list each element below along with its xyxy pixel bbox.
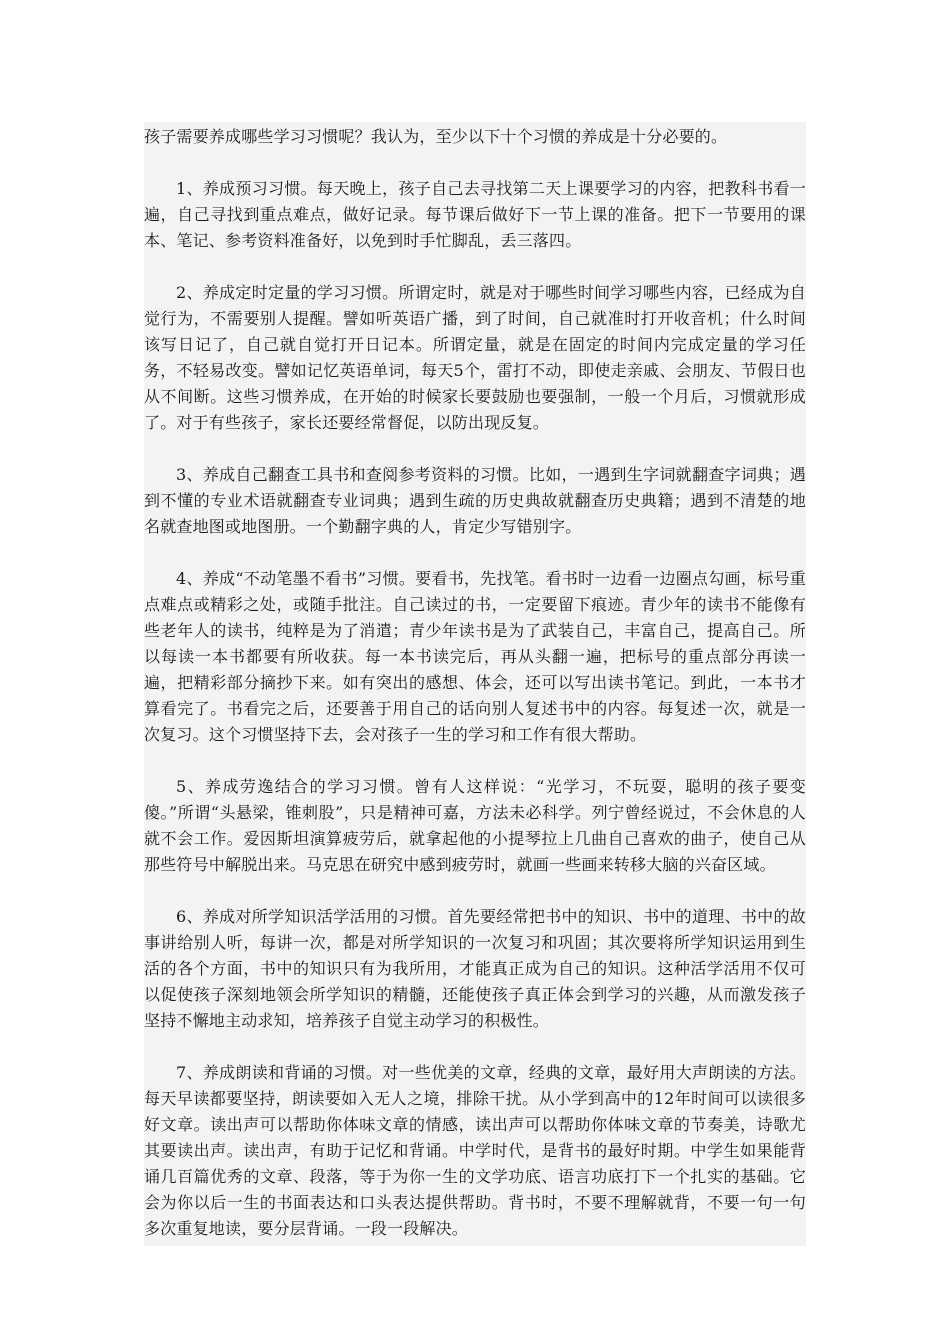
paragraph-gap [144,748,806,774]
article-body [144,122,806,1246]
paragraph-gap [144,254,806,280]
paragraph-gap [144,436,806,462]
habit-paragraph-5: 5、养成劳逸结合的学习习惯。曾有人这样说：“光学习，不玩耍，聪明的孩子要变傻。”所谓“头悬梁，锥刺股”，只是精神可嘉，方法未必科学。列宁曾经说过，不会休息的人就不会工作。爱因斯坦演算疲劳后，就拿起他的小提琴拉上几曲自己喜欢的曲子，使自己从那些符号中解脱出来。马克思在研究中感到疲劳时，就画一些画来转移大脑的兴奋区域。 [144,777,806,874]
habit-paragraph-2: 2、养成定时定量的学习习惯。所谓定时，就是对于哪些时间学习哪些内容，已经成为自觉行为，不需要别人提醒。譬如听英语广播，到了时间，自己就准时打开收音机；什么时间该写日记了，自己就自觉打开日记本。所谓定量，就是在固定的时间内完成定量的学习任务，不轻易改变。譬如记忆英语单词，每天5个，雷打不动，即使走亲戚、会朋友、节假日也从不间断。这些习惯养成，在开始的时候家长要鼓励也要强制，一般一个月后，习惯就形成了。对于有些孩子，家长还要经常督促，以防出现反复。 [144,283,806,432]
habit-paragraph-7: 7、养成朗读和背诵的习惯。对一些优美的文章，经典的文章，最好用大声朗读的方法。每天早读都要坚持，朗读要如入无人之境，排除干扰。从小学到高中的12年时间可以读很多好文章。读出声可以帮助你体味文章的情感，读出声可以帮助你体味文章的节奏美，诗歌尤其要读出声。读出声，有助于记忆和背诵。中学时代，是背书的最好时期。中学生如果能背诵几百篇优秀的文章、段落，等于为你一生的文学功底、语言功底打下一个扎实的基础。它会为你以后一生的书面表达和口头表达提供帮助。背书时，不要不理解就背，不要一句一句多次重复地读，要分层背诵。一段一段解决。 [144,1063,806,1238]
intro-paragraph: 孩子需要养成哪些学习习惯呢？我认为，至少以下十个习惯的养成是十分必要的。 [144,127,728,146]
habit-paragraph-1: 1、养成预习习惯。每天晚上，孩子自己去寻找第二天上课要学习的内容，把教科书看一遍，自己寻找到重点难点，做好记录。每节课后做好下一节上课的准备。把下一节要用的课本、笔记、参考资料准备好，以免到时手忙脚乱，丢三落四。 [144,179,806,250]
paragraph-gap [144,878,806,904]
habit-paragraph-3: 3、养成自己翻查工具书和查阅参考资料的习惯。比如，一遇到生字词就翻查字词典；遇到不懂的专业术语就翻查专业词典；遇到生疏的历史典故就翻查历史典籍；遇到不清楚的地名就查地图或地图册。一个勤翻字典的人，肯定少写错别字。 [144,465,806,536]
habit-paragraph-4: 4、养成“不动笔墨不看书”习惯。要看书，先找笔。看书时一边看一边圈点勾画，标号重点难点或精彩之处，或随手批注。自己读过的书，一定要留下痕迹。青少年的读书不能像有些老年人的读书，纯粹是为了消遣；青少年读书是为了武装自己，丰富自己，提高自己。所以每读一本书都要有所收获。每一本书读完后，再从头翻一遍，把标号的重点部分再读一遍，把精彩部分摘抄下来。如有突出的感想、体会，还可以写出读书笔记。到此，一本书才算看完了。书看完之后，还要善于用自己的话向别人复述书中的内容。每复述一次，就是一次复习。这个习惯坚持下去，会对孩子一生的学习和工作有很大帮助。 [144,569,806,744]
paragraph-gap [144,540,806,566]
paragraph-gap [144,1034,806,1060]
habit-paragraph-6: 6、养成对所学知识活学活用的习惯。首先要经常把书中的知识、书中的道理、书中的故事讲给别人听，每讲一次，都是对所学知识的一次复习和巩固；其次要将所学知识运用到生活的各个方面，书中的知识只有为我所用，才能真正成为自己的知识。这种活学活用不仅可以促使孩子深刻地领会所学知识的精髓，还能使孩子真正体会到学习的兴趣，从而激发孩子坚持不懈地主动求知，培养孩子自觉主动学习的积极性。 [144,907,806,1030]
paragraph-gap [144,150,806,176]
